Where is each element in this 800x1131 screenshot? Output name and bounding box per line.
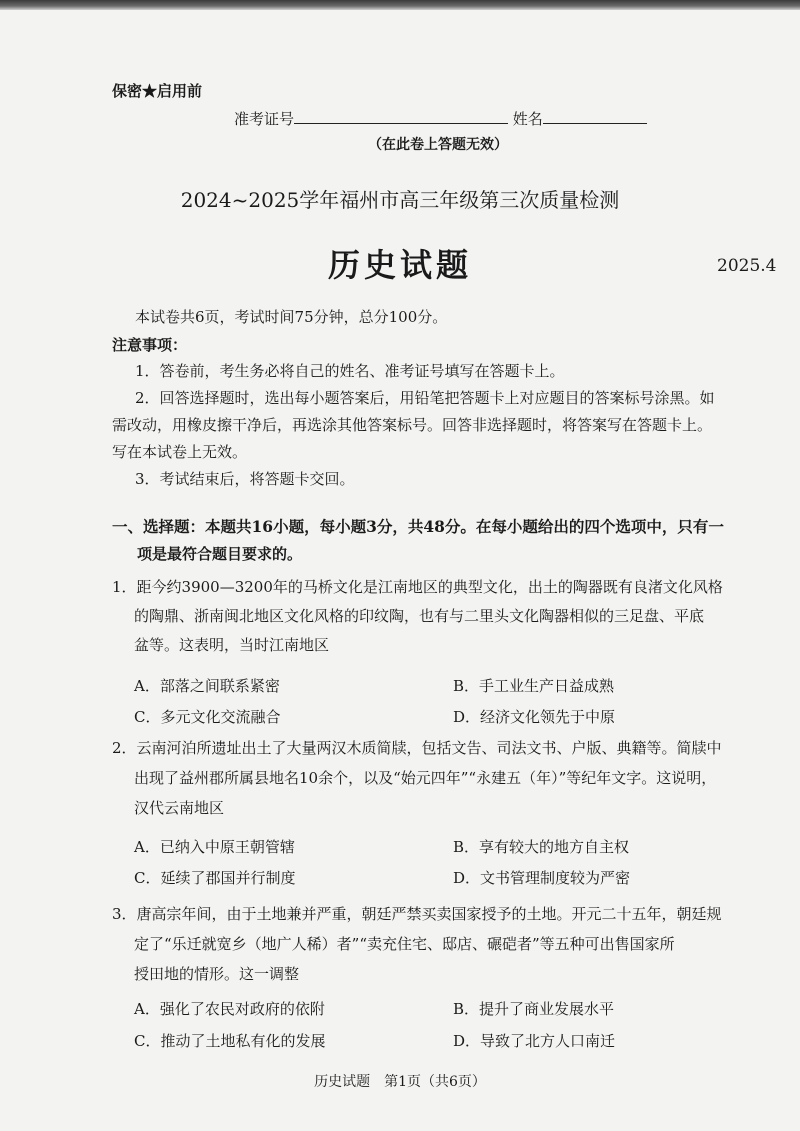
question-line: 授田地的情形。这一调整 [134,965,300,983]
notice-item: 1．答卷前，考生务必将自己的姓名、准考证号填写在答题卡上。 [135,362,565,380]
option-b: B．手工业生产日益成熟 [453,677,615,695]
notice-item: 2．回答选择题时，选出每小题答案后，用铅笔把答题卡上对应题目的答案标号涂黑。如 [135,389,715,407]
question-line: 汉代云南地区 [134,799,225,817]
option-c: C．推动了土地私有化的发展 [134,1032,326,1050]
question-line: 定了“乐迁就宽乡（地广人稀）者”“卖充住宅、邸店、碾硙者”等五种可出售国家所 [134,935,675,953]
notice-item: 写在本试卷上无效。 [112,443,248,461]
subject-title: 历史试题 [327,246,472,284]
option-d: D．导致了北方人口南迁 [453,1032,616,1050]
option-a: A．部落之间联系紧密 [134,677,280,695]
notice-item: 需改动，用橡皮擦干净后，再选涂其他答案标号。回答非选择题时，将答案写在答题卡上。 [112,416,713,434]
question-line: 出现了益州郡所属县地名10余个，以及“始元四年”“永建五（年）”等纪年文字。这说明， [134,769,717,787]
name-blank [543,109,647,124]
exam-info: 本试卷共6页，考试时间75分钟，总分100分。 [135,308,448,326]
notice-item: 3．考试结束后，将答题卡交回。 [135,470,355,488]
option-a: A．强化了农民对政府的依附 [134,1000,325,1018]
question-line: 3．唐高宗年间，由于土地兼并严重，朝廷严禁买卖国家授予的土地。开元二十五年，朝廷规 [112,905,722,923]
exam-title: 2024~2025学年福州市高三年级第三次质量检测 [180,188,620,212]
name-label: 姓名 [512,110,543,128]
exam-date: 2025.4 [717,256,777,276]
section-heading: 一、选择题：本题共16小题，每小题3分，共48分。在每小题给出的四个选项中，只有一 [112,517,724,536]
option-d: D．经济文化领先于中原 [453,708,616,726]
option-a: A．已纳入中原王朝管辖 [134,838,295,856]
option-b: B．提升了商业发展水平 [453,1000,615,1018]
option-c: C．延续了郡国并行制度 [134,869,296,887]
invalid-answer-note: （在此卷上答题无效） [368,137,508,153]
option-b: B．享有较大的地方自主权 [453,838,630,856]
exam-number-blank [294,109,508,124]
page-footer: 历史试题 第1页（共6页） [314,1074,486,1090]
confidential-label: 保密★启用前 [112,82,203,100]
question-line: 1．距今约3900—3200年的马桥文化是江南地区的典型文化，出土的陶器既有良渚文化风格 [112,578,723,596]
exam-number-label: 准考证号 [234,110,295,128]
scan-top-edge [0,0,800,10]
option-d: D．文书管理制度较为严密 [453,869,631,887]
notice-heading: 注意事项： [112,336,188,354]
candidate-info-line [234,108,647,129]
question-line: 2．云南河泊所遗址出土了大量两汉木质简牍，包括文告、司法文书、户版、典籍等。简牍中 [112,739,722,757]
question-line: 的陶鼎、浙南闽北地区文化风格的印纹陶，也有与二里头文化陶器相似的三足盘、平底 [134,607,705,625]
question-line: 盆等。这表明，当时江南地区 [134,636,330,654]
option-c: C．多元文化交流融合 [134,708,281,726]
section-heading-cont: 项是最符合题目要求的。 [137,545,303,563]
